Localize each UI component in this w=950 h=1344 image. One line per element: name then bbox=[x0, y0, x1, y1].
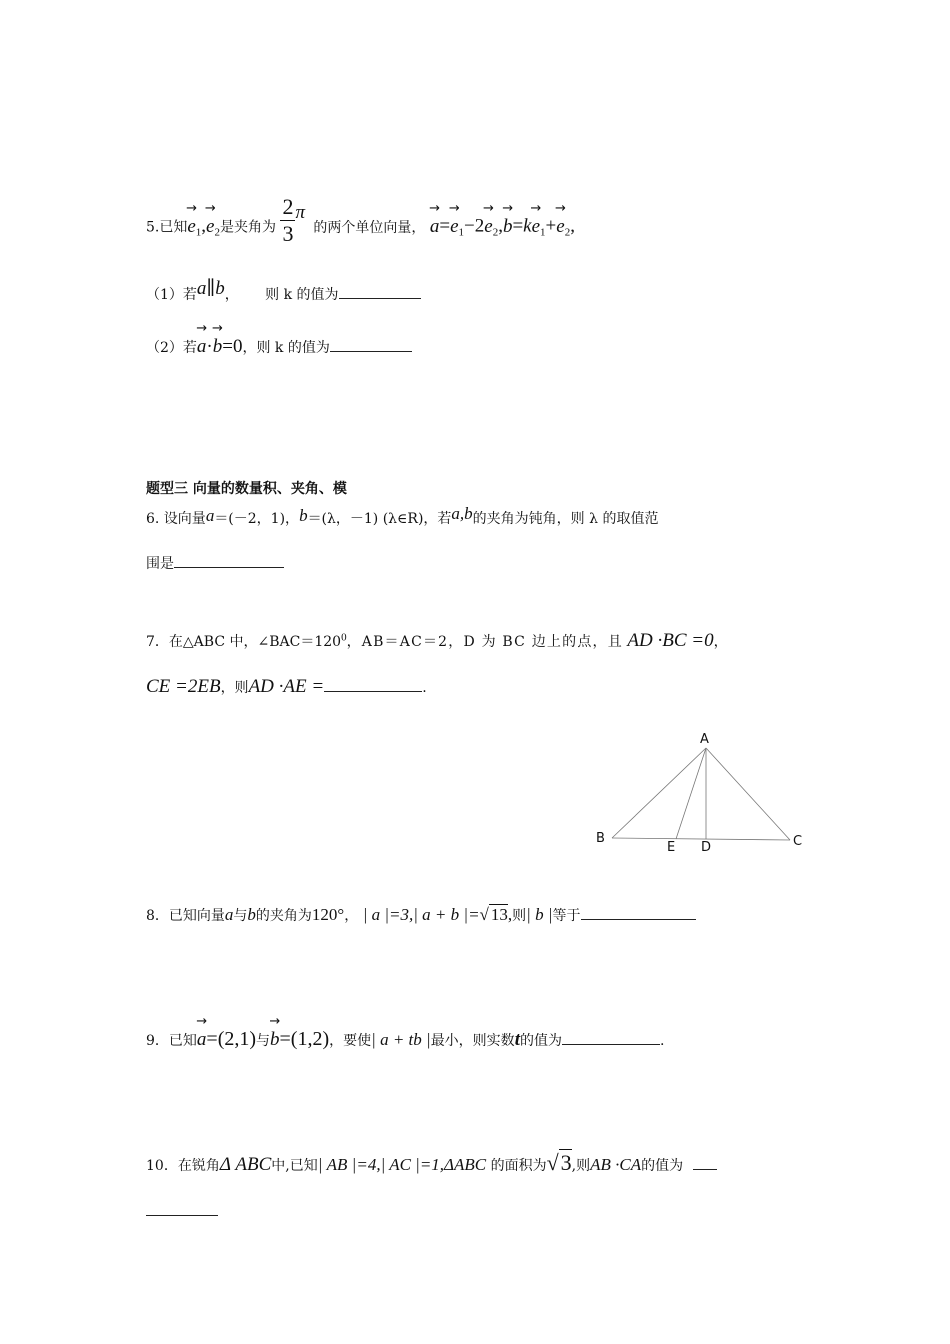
expr-ce-eb: CE =2EB bbox=[146, 676, 221, 697]
var-a: a bbox=[224, 905, 234, 924]
expr-b-mag: | b | bbox=[526, 905, 553, 924]
comma: ， bbox=[224, 287, 239, 303]
expr-a-tb: | a + tb | bbox=[371, 1030, 431, 1049]
equals: = bbox=[512, 215, 524, 237]
equals: = bbox=[439, 215, 451, 237]
comma: , bbox=[498, 215, 503, 237]
sub: 1 bbox=[540, 226, 546, 239]
comma: , bbox=[201, 215, 207, 237]
answer-blank[interactable] bbox=[562, 1029, 660, 1045]
q7-text-3: ，则 bbox=[220, 680, 249, 696]
q8-text-6: 等于 bbox=[552, 908, 581, 924]
q7-text-2: ，AB＝AC＝2，D 为 BC 边上的点，且 bbox=[346, 634, 623, 650]
q8-line bbox=[146, 904, 696, 925]
q9-text-4: 最小，则实数 bbox=[430, 1033, 515, 1049]
q5-text-3: 的两个单位向量， bbox=[313, 219, 426, 236]
q10-text-1: 10．在锐角 bbox=[146, 1158, 220, 1174]
vector-e: → e bbox=[556, 216, 564, 238]
label-c: C bbox=[793, 834, 803, 849]
equals-zero: =0 bbox=[222, 336, 243, 357]
expr-ad-ae: AD ·AE = bbox=[248, 676, 325, 697]
q10-text-5: , bbox=[571, 1158, 577, 1174]
period: . bbox=[659, 1033, 665, 1049]
var-b: b bbox=[247, 905, 256, 924]
q6-line1 bbox=[146, 504, 659, 528]
fraction-two-thirds bbox=[280, 194, 295, 247]
expr-ab-ac: | AB |=4,| AC |=1,ΔABC bbox=[317, 1155, 487, 1174]
sub: 1 bbox=[458, 226, 465, 239]
vector-b: → b bbox=[270, 1029, 280, 1051]
vector-e: → e bbox=[532, 216, 540, 238]
q6-line2 bbox=[146, 552, 284, 573]
q10-text-3: 已知 bbox=[289, 1158, 318, 1174]
q6-text-3: ＝(λ，－1) (λ∈R)，若 bbox=[307, 511, 452, 527]
q7-text-1: 7．在△ABC 中，∠BAC＝120 bbox=[146, 634, 342, 650]
q6-text-1: 6. 设向量 bbox=[146, 511, 206, 527]
vector-a: → a bbox=[430, 216, 440, 238]
var-a: a bbox=[205, 506, 215, 525]
q5-p2-label: （2）若 bbox=[146, 340, 197, 356]
q9-text-2: 与 bbox=[256, 1033, 271, 1049]
q9-line bbox=[146, 1028, 664, 1051]
value-a: =(2,1) bbox=[206, 1028, 257, 1050]
radicand: 13 bbox=[490, 905, 508, 924]
expr-magnitudes: | a |=3,| a + b |= bbox=[362, 905, 480, 924]
value-b: =(1,2) bbox=[279, 1028, 330, 1050]
period: . bbox=[422, 680, 427, 696]
q9-text-1: 9．已知 bbox=[146, 1033, 197, 1049]
var-b: b bbox=[299, 506, 308, 525]
var-b: b bbox=[215, 278, 225, 299]
answer-blank[interactable] bbox=[174, 552, 284, 568]
expr-ab-ca: AB ·CA bbox=[590, 1155, 642, 1174]
segment-ae bbox=[676, 748, 706, 839]
q8-text-2: 与 bbox=[233, 908, 248, 924]
sqrt-13 bbox=[480, 905, 508, 925]
vector-a: → a bbox=[197, 1029, 207, 1051]
q5-part2 bbox=[146, 336, 412, 358]
q7-line2 bbox=[146, 676, 427, 698]
frac-num: 2 bbox=[282, 194, 294, 219]
answer-blank[interactable] bbox=[330, 336, 412, 352]
q10-line1 bbox=[146, 1150, 717, 1176]
q10-text-6: 则 bbox=[576, 1158, 591, 1174]
radicand: 3 bbox=[560, 1150, 572, 1175]
label-b: B bbox=[596, 831, 605, 846]
minus-two: −2 bbox=[464, 215, 485, 237]
q5-part1 bbox=[146, 278, 421, 305]
comma: ， bbox=[713, 634, 728, 650]
q6-text-5: 围是 bbox=[146, 556, 174, 572]
expr-ad-bc: AD ·BC =0 bbox=[627, 630, 714, 651]
q9-text-5: 的值为 bbox=[519, 1033, 562, 1049]
vector-e: → e bbox=[450, 216, 458, 238]
sub: 2 bbox=[564, 226, 571, 239]
vector-a: → a bbox=[197, 336, 207, 358]
vector-b: → b bbox=[503, 216, 513, 238]
tail-comma: , bbox=[570, 215, 575, 237]
var-ab: a,b bbox=[451, 504, 473, 523]
q5-number: 5. bbox=[146, 219, 160, 236]
q10-text-4: 的面积为 bbox=[490, 1158, 547, 1174]
sub: 2 bbox=[492, 226, 499, 239]
pi-symbol: π bbox=[295, 201, 305, 223]
var-a: a bbox=[196, 278, 207, 299]
comma: , bbox=[507, 905, 513, 924]
q5-p1-text: 则 k 的值为 bbox=[265, 287, 339, 303]
q10-line2 bbox=[146, 1200, 218, 1220]
answer-blank[interactable] bbox=[324, 676, 422, 692]
sub: 2 bbox=[214, 226, 220, 239]
angle-value: 120° bbox=[311, 905, 345, 924]
sqrt-3 bbox=[547, 1150, 572, 1176]
q8-text-4: ， bbox=[344, 908, 359, 924]
q5-line bbox=[146, 194, 575, 247]
answer-blank-continued[interactable] bbox=[146, 1200, 218, 1216]
vector-e: → e bbox=[484, 216, 492, 238]
answer-blank[interactable] bbox=[693, 1154, 717, 1170]
edge-ab bbox=[612, 748, 706, 838]
answer-blank[interactable] bbox=[581, 904, 696, 920]
q9-text-3: ，要使 bbox=[329, 1033, 372, 1049]
degree: 0 bbox=[341, 631, 347, 644]
k-var: k bbox=[523, 215, 532, 237]
var-t: t bbox=[514, 1029, 520, 1050]
parallel: ∥ bbox=[206, 278, 216, 299]
q5-text-2: 是夹角为 bbox=[219, 219, 276, 236]
sub: 1 bbox=[195, 226, 202, 239]
frac-den: 3 bbox=[282, 221, 294, 246]
radical-sign: √ bbox=[479, 905, 489, 924]
q8-text-3: 的夹角为 bbox=[255, 908, 312, 924]
triangle-abc: Δ ABC bbox=[219, 1154, 272, 1175]
q5-p1-label: （1）若 bbox=[146, 287, 197, 303]
dot: · bbox=[206, 336, 213, 357]
q6-text-2: ＝(－2，1)， bbox=[214, 511, 300, 527]
label-d: D bbox=[701, 840, 712, 855]
q8-text-5: 则 bbox=[512, 908, 527, 924]
q8-text-1: 8．已知向量 bbox=[146, 908, 225, 924]
radical-sign: √ bbox=[546, 1150, 559, 1175]
plus: + bbox=[545, 215, 557, 237]
answer-blank[interactable] bbox=[339, 283, 421, 299]
section-title: 题型三 向量的数量积、夹角、模 bbox=[146, 481, 347, 497]
q7-line1 bbox=[146, 630, 728, 652]
edge-ac bbox=[706, 748, 790, 840]
triangle-figure bbox=[590, 728, 820, 858]
q6-text-4: 的夹角为钝角，则 λ 的取值范 bbox=[472, 511, 659, 527]
label-e: E bbox=[667, 840, 676, 855]
q10-text-2: 中, bbox=[271, 1158, 290, 1174]
q5-text-1: 已知 bbox=[159, 219, 188, 236]
vector-b: → b bbox=[213, 336, 223, 358]
label-a: A bbox=[700, 732, 709, 747]
q10-text-7: 的值为 bbox=[641, 1158, 684, 1174]
q5-p2-text: ，则 k 的值为 bbox=[242, 340, 330, 356]
vector-e: → e bbox=[206, 216, 214, 238]
vector-e: → e bbox=[187, 216, 195, 238]
